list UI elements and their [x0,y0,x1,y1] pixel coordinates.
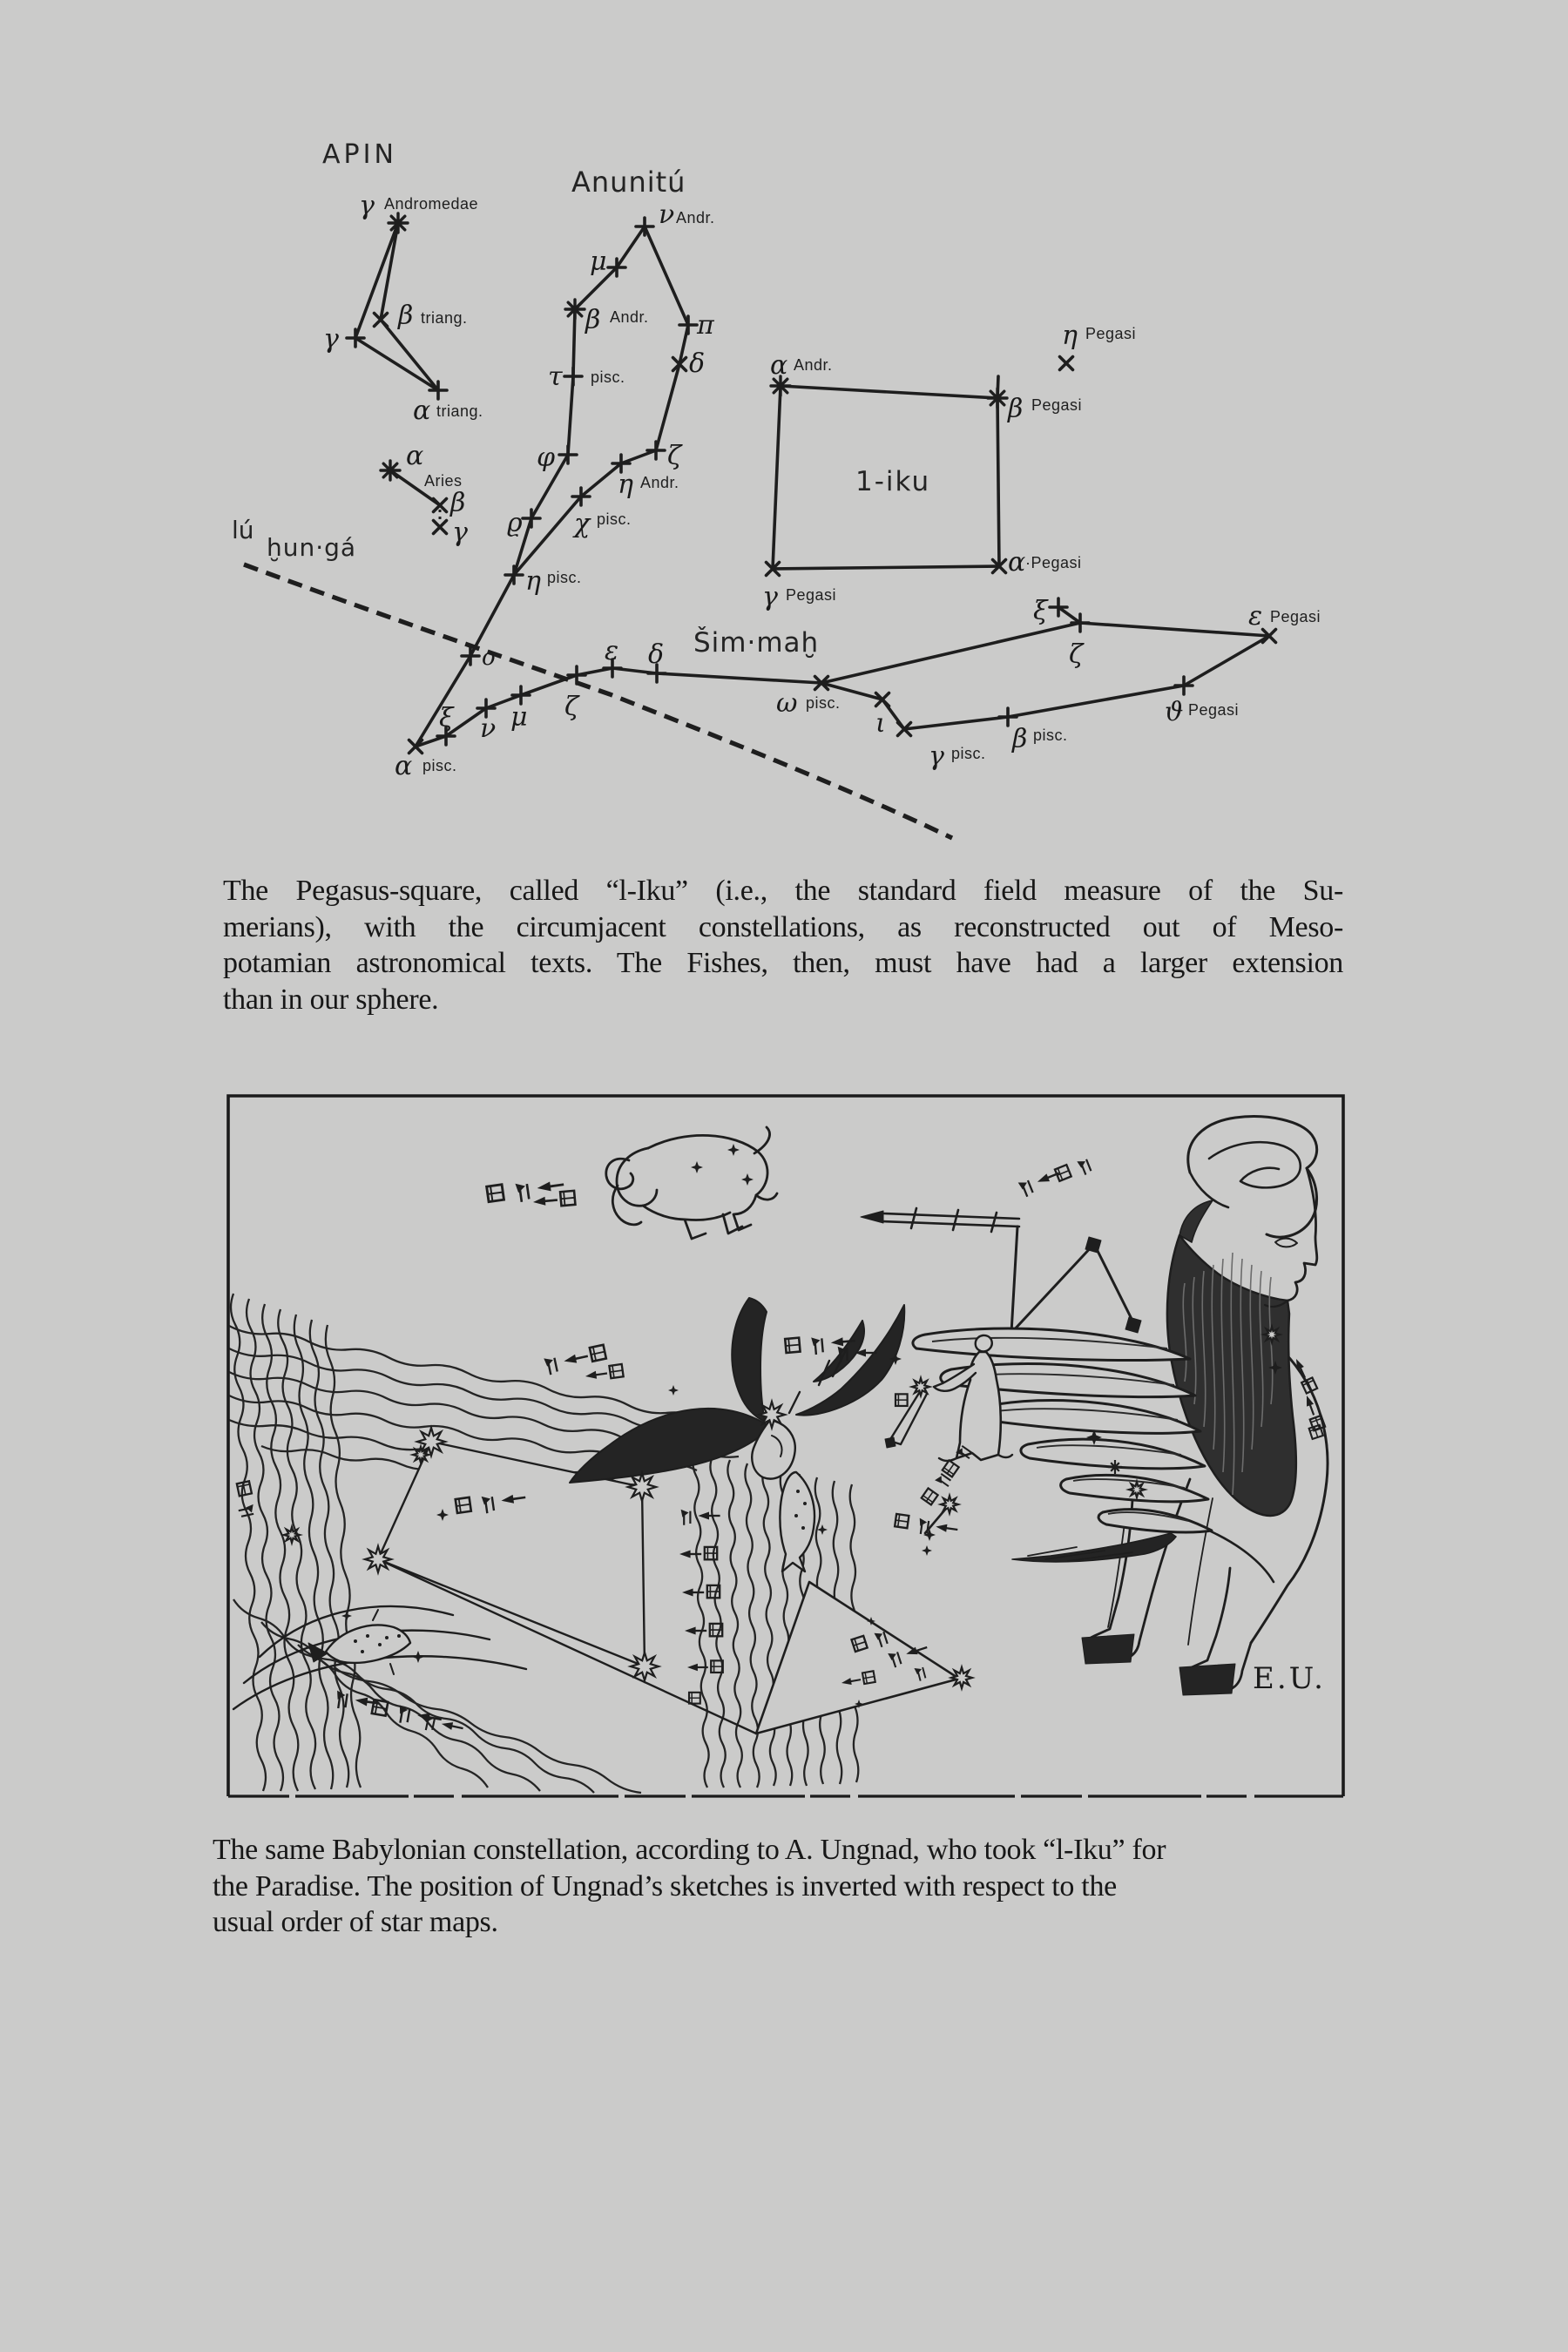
constellation-line [904,717,1008,729]
star-greek-label: η [618,470,633,500]
star-greek-label: α [413,395,431,426]
star-greek-label: τ [548,362,563,392]
constellation-line [568,376,573,455]
burst-star [1264,1327,1280,1342]
water-stream-line [335,1667,641,1793]
star-greek-label: ξ [439,703,454,733]
cuneiform-wedge [544,1200,558,1201]
star-name-label: pisc. [1033,727,1068,744]
wing-feather [977,1401,1200,1434]
diamond-star [923,1529,936,1541]
cuneiform-wedge [841,1341,855,1342]
caption-line: the Paradise. The position of Ungnad’s sketches is inverted with respect to the [213,1869,1117,1903]
star-greek-label: ζ [1069,639,1084,670]
star-greek-label: ϱ [507,508,523,538]
star-symbol-plus [523,510,540,527]
constellation-line [617,226,645,267]
cuneiform-cluster [1055,1157,1092,1185]
diamond-star [817,1524,828,1535]
cuneiform-wedge [918,1518,927,1527]
constellation-line [656,364,679,450]
bull-chest [1211,1531,1274,1582]
water-stream-line [247,1299,283,1791]
measuring-rod [1011,1227,1134,1333]
star-name-label: pisc. [591,368,625,386]
star-greek-label: β [1008,394,1024,424]
star-greek-label: β [1012,724,1028,754]
artist-signature: E.U. [1253,1661,1326,1696]
cuneiform-cluster [1309,1425,1323,1439]
star-name-label: ·Pegasi [1025,554,1082,571]
constellation-line [645,226,688,325]
diamond-star [741,1173,754,1186]
star-greek-label: φ [537,443,556,473]
fish-speckle [803,1502,807,1505]
star-symbol-plus [347,329,364,347]
fish-speckle [801,1526,805,1530]
burst-star [912,1378,929,1396]
swallow-wing [570,1409,770,1483]
constellation-line [1080,623,1269,636]
fish-speckle [361,1650,364,1653]
star-symbol-plus [568,666,585,684]
star-name-label: pisc. [547,569,582,586]
star-name-label: pisc. [806,694,841,712]
dagger-tip [885,1437,896,1448]
caption-line: potamian astronomical texts. The Fishes, then, must have had a larger extension [223,947,1343,979]
burst-star [284,1527,300,1543]
star-greek-label: α [406,441,424,471]
burst-star [759,1402,785,1428]
star-greek-label: γ [323,324,339,355]
water-stream-line [310,1320,348,1788]
star-name-label: Aries [424,472,463,490]
cuneiform-wedge [687,1664,698,1672]
fish-speckle [385,1636,389,1639]
burst-star [365,1546,391,1572]
cuneiform-wedge [682,1589,693,1597]
star-greek-label: β [450,488,466,518]
ecliptic-dashed-line [244,564,952,838]
constellation-line [355,223,398,338]
star-greek-label: γ [762,582,778,612]
star-name-label: pisc. [422,757,457,774]
star-name-label: Pegasi [786,586,837,604]
star-greek-label: α [395,751,413,781]
cuneiform-wedge [685,1627,696,1635]
constellation-line [821,623,1080,683]
star-name-label: triang. [436,402,483,420]
star-name-label: triang. [421,309,468,327]
star-name-label: Pegasi [1085,325,1137,342]
cuneiform-wedge [1309,1404,1314,1416]
star-greek-label: γ [452,517,468,548]
chart-title: Anunitú [571,166,686,199]
star-symbol-cross [434,521,447,534]
cuneiform-box [922,1488,938,1504]
cuneiform-wedge [574,1356,588,1359]
water-stream-line [231,1294,266,1791]
chart-title: ḫun·gá [267,533,357,562]
cuneiform-wedge [1036,1173,1050,1186]
burst-star [941,1496,958,1513]
star-greek-label: μ [590,247,607,277]
chart-title: 1-iku [855,466,931,497]
star-greek-label: δ [648,639,665,670]
star-greek-label: ε [1248,601,1263,632]
fish-speckle [354,1639,357,1643]
cuneiform-cluster [679,1547,717,1559]
wing-feather [913,1328,1190,1361]
cuneiform-wedge [549,1185,564,1186]
star-name-label: Andromedae [384,195,479,213]
water-stream-line [727,1460,741,1788]
bull-leg [1085,1479,1190,1659]
star-symbol-plus [647,442,665,459]
chart-title: lú [232,516,254,544]
burst-star [628,1473,656,1501]
burst-star [1129,1482,1145,1497]
stream-fish [780,1472,814,1571]
star-greek-label: ω [776,688,798,719]
star-greek-label: ν [480,713,497,744]
constellation-line [1184,636,1269,686]
constellation-line [514,497,581,575]
chart-title: APIN [322,139,397,170]
star-chart [232,139,1321,838]
cuneiform-cluster [1292,1356,1318,1394]
star-symbol-plus [559,446,577,463]
caption-line: The Pegasus-square, called “l-Iku” (i.e., the standard field measure of the Su- [223,875,1343,907]
bull-hoof [1179,1664,1235,1695]
fish-speckle [378,1643,382,1646]
star-greek-label: o [482,645,496,671]
star-greek-label: μ [510,702,528,733]
water-stream-line [693,1453,708,1788]
cuneiform-cluster [544,1345,607,1375]
cuneiform-wedge [595,1373,607,1375]
constellation-line [1058,607,1080,623]
star-greek-label: ζ [667,441,682,471]
cuneiform-cluster [487,1176,565,1206]
burst-star [951,1667,972,1688]
fish-speckle [796,1490,800,1493]
diamond-star [412,1651,424,1663]
diamond-star [727,1144,740,1156]
babylonian-figure [228,1096,1343,1796]
caption-pegasus-square [223,873,1343,1017]
measuring-rod-ticks [911,1208,997,1232]
caption-line: merians), with the circumjacent constellations, as reconstructed out of Meso- [223,910,1343,943]
star-greek-label: η [1062,321,1078,351]
caption-line: than in our sphere. [223,983,439,1016]
cuneiform-wedge [698,1512,709,1520]
cuneiform-cluster [233,1481,255,1517]
star-symbol-plus [999,708,1017,726]
burst-star [631,1652,659,1680]
star-greek-label: ν [659,199,675,230]
ram-figure [648,1135,767,1195]
swallow-wing [732,1298,767,1422]
star-greek-label: ϑ [1165,697,1184,727]
cuneiform-cluster [896,1394,908,1406]
constellation-line [581,463,621,497]
star-greek-label: ι [875,708,886,739]
star-symbol-asterisk [389,213,408,233]
star-greek-label: α [770,350,788,381]
diamond-star [691,1161,703,1173]
chart-title: Šim·maḫ [693,627,820,659]
cuneiform-wedge [916,1647,928,1651]
water-stream-line [294,1315,333,1789]
diamond-star [668,1385,679,1396]
star-greek-label: χ [574,509,591,539]
star-name-label: Andr. [610,308,649,326]
star-symbol-asterisk [988,389,1007,408]
ram-figure [606,1159,633,1189]
caption-ungnad-figure [213,1832,1319,1941]
star-name-label: Pegasi [1188,701,1240,719]
star-symbol-plus [564,368,582,385]
star-symbol-plus [679,316,697,334]
god-eye [1275,1239,1297,1247]
cuneiform-cluster [532,1191,575,1208]
caption-line: usual order of star maps. [213,1906,498,1938]
measuring-rod [882,1213,1019,1227]
fish-speckle [794,1514,798,1517]
water-stream-line [710,1456,725,1788]
constellation-line [621,450,656,463]
star-name-label: Pegasi [1031,396,1083,414]
fish-speckle [366,1634,369,1638]
star-name-label: pisc. [951,745,986,762]
cuneiform-box [943,1460,959,1477]
constellation-line [657,673,821,683]
star-greek-label: γ [359,191,375,221]
fish-speckle [397,1634,401,1638]
star-symbol-asterisk [381,461,400,480]
star-greek-label: δ [689,348,706,379]
ram-figure [617,1148,657,1206]
star-symbol-asterisk [565,300,585,319]
star-name-label: Andr. [676,209,715,226]
star-symbol-plus [512,686,530,704]
cuneiform-box [785,1338,800,1353]
star-greek-label: γ [929,741,944,772]
priest-figure-head [976,1335,992,1351]
star-greek-label: ε [605,636,619,666]
star-name-label: Andr. [794,356,833,374]
cuneiform-wedge [679,1551,691,1558]
water-stream-line [745,1463,759,1788]
star-symbol-plus [1175,677,1193,694]
constellation-line [355,338,438,390]
star-greek-label: ξ [1033,596,1048,626]
cuneiform-box [689,1693,700,1704]
star-greek-label: β [585,305,601,335]
star-name-label: pisc. [597,510,632,528]
water-stream-line [762,1467,775,1786]
ram-figure [733,1195,756,1230]
caption-line: The same Babylonian constellation, according to A. Ungnad, who took “l-Iku” for [213,1834,1166,1866]
god-hair [1179,1200,1213,1242]
measuring-rod-tip [861,1211,883,1223]
star-greek-label: ζ [564,692,579,722]
star-name-label: Andr. [640,474,679,491]
cuneiform-box [705,1547,717,1559]
star-symbol-cross [1060,357,1073,370]
cuneiform-cluster [585,1364,624,1382]
star-greek-label: β [398,301,414,331]
measuring-rod-foot [1125,1317,1141,1333]
constellation-line [381,223,398,320]
star-greek-label: α [1008,547,1026,578]
cuneiform-wedge [450,1726,463,1728]
diamond-star [922,1545,932,1556]
bull-hoof [1082,1634,1134,1664]
star-greek-label: η [525,566,541,597]
cuneiform-box [560,1191,575,1206]
cuneiform-box [896,1394,908,1406]
star-symbol-plus [636,218,653,235]
cuneiform-wedge [945,1528,957,1530]
cuneiform-cluster [689,1693,700,1704]
star-name-label: Pegasi [1270,608,1321,625]
ram-figure [643,1206,730,1220]
burst-star [413,1447,429,1463]
constellation-line [1008,686,1184,717]
star-greek-label: π [697,310,714,341]
